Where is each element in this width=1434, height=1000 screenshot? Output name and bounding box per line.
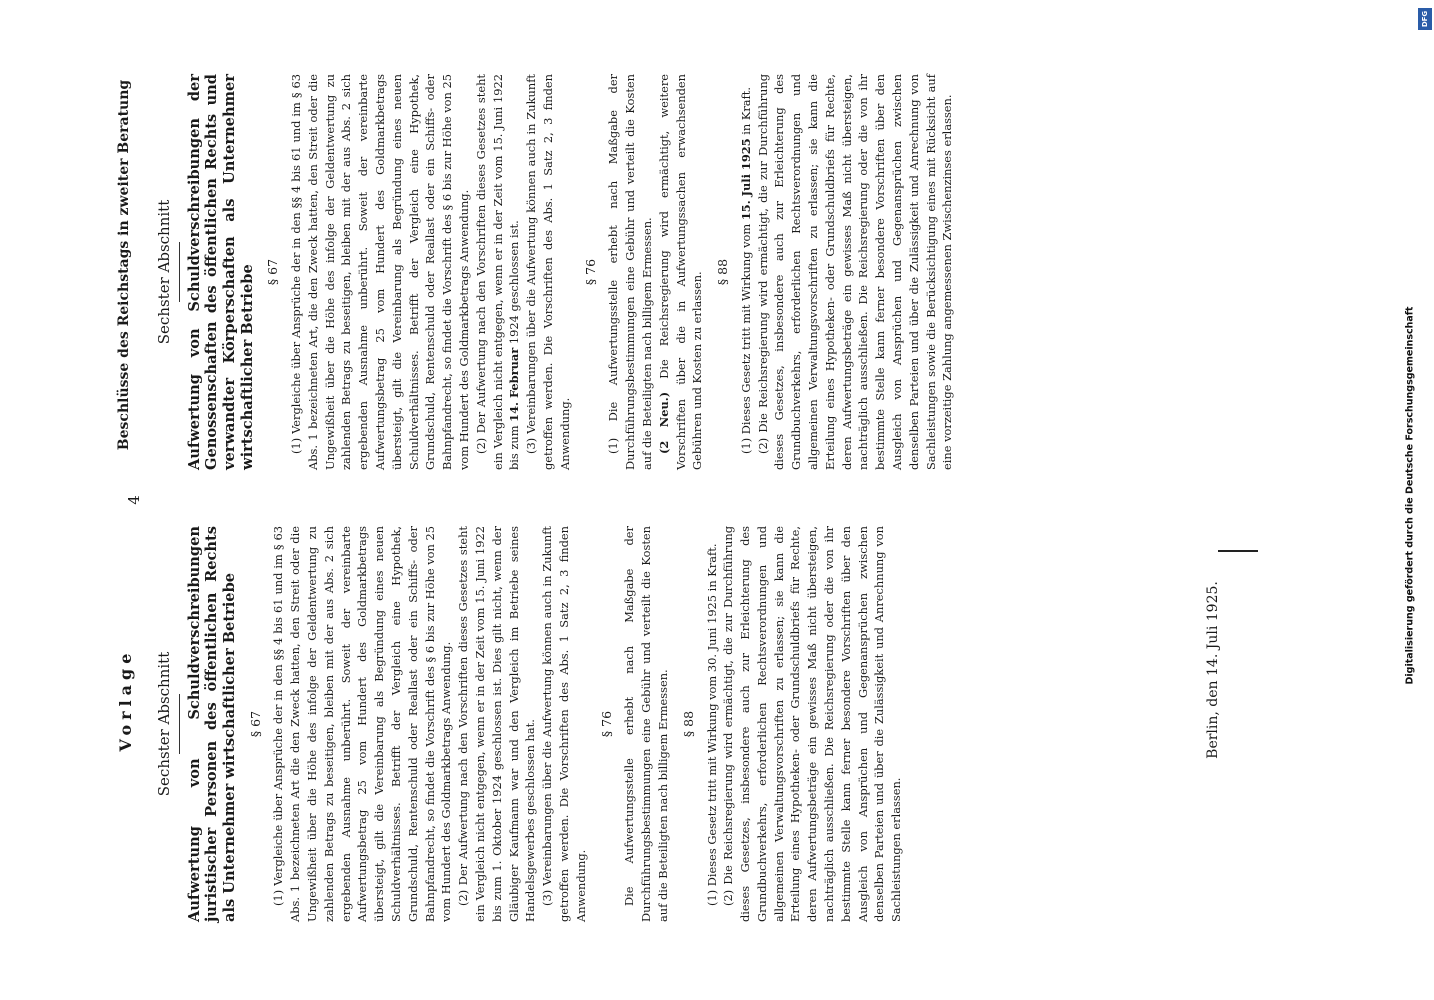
left-p67-3: (3) Vereinbarungen über die Aufwertung können auch in Zukunft getroffen werden. Die Vorschriften des Abs. 1 Satz 2, 3 finden Anwendung.: [540, 526, 588, 922]
right-p76-1: (1) Die Aufwertungsstelle erhebt nach Maßgabe der Durchführungsbestimmungen eine Gebühr und verteilt die Kosten auf die Beteiligten nach billigem Ermessen.: [606, 74, 654, 470]
right-p67-2-text-a: (2) Der Aufwertung nach den Vorschriften dieses Gesetzes steht ein Vergleich nicht entgegen, wenn er in der Zeit vom 15. Juni 1922 bis zum: [473, 74, 522, 470]
digitization-credit: [1400, 10, 1420, 990]
right-p76-2-new-marker: (2 Neu.): [656, 391, 671, 454]
right-p67-3: (3) Vereinbarungen über die Aufwertung können auch in Zukunft getroffen werden. Die Vorschriften des Abs. 1 Satz 2, 3 finden Anwendung.: [524, 74, 572, 470]
left-p88-1: (1) Dieses Gesetz tritt mit Wirkung vom 30. Juni 1925 in Kraft.: [704, 543, 719, 906]
right-p88-1-text-c: in Kraft.: [738, 86, 753, 135]
page-number: 4: [125, 495, 143, 505]
left-section-heading: Sechster Abschnitt: [155, 651, 173, 797]
right-paragraph-67-heading: § 67: [265, 258, 281, 286]
left-p67-2: (2) Der Aufwertung nach den Vorschriften dieses Gesetzes steht ein Vergleich nicht entgegen, wenn er in der Zeit vom 15. Juni 1922 bis zum 1. Oktober 1924 geschlossen ist. Dies gilt nicht, wenn der Gläubiger Kaufmann war und den Vergleich im Betriebe seines Handelsgewerbes geschlossen hat.: [456, 526, 538, 922]
section-divider: [179, 694, 180, 754]
footer-date: Berlin, den 14. Juli 1925.: [1205, 581, 1221, 759]
left-column-header: Vorlage: [116, 648, 135, 752]
right-section-title: Aufwertung von Schuldverschreibungen der Genossenschaften des öffentlichen Rechts und verwandter Körperschaften als Unternehmer wirtschaftlicher Betriebe: [185, 74, 256, 470]
right-p88-1-text-a: (1) Dieses Gesetz tritt mit Wirkung vom: [738, 223, 753, 454]
left-column: [148, 526, 905, 922]
left-paragraph-88-heading: § 88: [680, 710, 696, 738]
left-paragraph-67-heading: § 67: [247, 710, 263, 738]
left-p88-2: (2) Die Reichsregierung wird ermächtigt, die zur Durchführung dieses Gesetzes, insbesondere auch zur Erleichterung des Grundbuchverkehrs, erforderlichen Rechtsverordnungen und allgemeinen Verwaltungsvorschriften zu erlassen; sie kann die Erteilung eines Hypotheken- oder Grundschuldbriefs für Rechte, deren Aufwertungsbeträge ein gewisses Maß nicht übersteigen, nachträglich ausschließen. Die Reichsregierung oder die von ihr bestimmte Stelle kann ferner besondere Vorschriften über den Ausgleich von Ansprüchen und Gegenansprüchen zwischen denselben Parteien und über die Zulässigkeit und Anrechnung von Sachleistungen erlassen.: [721, 526, 904, 922]
right-p67-2-amended-date: 14. Februar: [507, 347, 522, 422]
left-paragraph-76-heading: § 76: [598, 710, 614, 738]
dfg-logo-text: DFG: [1421, 10, 1429, 28]
left-p67-1: (1) Vergleiche über Ansprüche der in den §§ 4 bis 61 und im § 63 Abs. 1 bezeichneten Art die den Zweck hatten, den Streit oder die Ungewißheit über die Höhe des infolge der Geldentwertung zu zahlenden Betrags zu beseitigen, bleiben mit der aus Abs. 2 sich ergebenden Ausnahme unberührt. Soweit der vereinbarte Aufwertungsbetrag 25 vom Hundert des Goldmarkbetrags übersteigt, gilt die Vereinbarung als Begründung eines neuen Schuldverhältnisses. Betrifft der Vergleich eine Hypothek, Grundschuld, Rentenschuld oder Reallast oder ein Schiffs- oder Bahnpfandrecht, so findet die Vorschrift des § 6 bis zur Höhe von 25 vom Hundert des Goldmarkbetrags Anwendung.: [271, 526, 454, 922]
rotated-document-page: [60, 50, 1280, 950]
right-p76-2-text: Die Reichsregierung wird ermächtigt, weitere Vorschriften über die in Aufwertungssachen erwachsenden Gebühren und Kosten zu erlassen.: [656, 73, 705, 470]
right-p88-2: (2) Die Reichsregierung wird ermächtigt, die zur Durchführung dieses Gesetzes, insbesondere auch zur Erleichterung des Grundbuchverkehrs, erforderlichen Rechtsverordnungen und allgemeinen Verwaltungsvorschriften zu erlassen; sie kann die Erteilung eines Hypotheken- oder Grundschuldbriefs für Rechte, deren Aufwertungsbeträge ein gewisses Maß nicht übersteigen, nachträglich ausschließen. Die Reichsregierung oder die von ihr bestimmte Stelle kann ferner besondere Vorschriften über den Ausgleich von Ansprüchen und Gegenansprüchen zwischen denselben Parteien und über die Zulässigkeit und Anrechnung von Sachleistungen sowie die Berücksichtigung eines mit Rücksicht auf eine vorzeitige Zahlung angemessenen Zwischenzinses erlassen.: [755, 74, 955, 470]
left-section-title: Aufwertung von Schuldverschreibungen juristischer Personen des öffentlichen Rechts als Unternehmer wirtschaftlicher Betriebe: [185, 526, 238, 922]
right-p76-2: [656, 74, 706, 470]
section-divider: [179, 242, 180, 302]
right-section-heading: Sechster Abschnitt: [155, 199, 173, 345]
right-column: [148, 74, 956, 470]
right-paragraph-88-heading: § 88: [715, 258, 731, 286]
right-column-header: Beschlüsse des Reichstags in zweiter Beratung: [116, 79, 132, 451]
digitization-credit-text: Digitalisierung gefördert durch die Deutsche Forschungsgemeinschaft: [1404, 306, 1416, 685]
right-p67-2: [473, 74, 523, 470]
right-p67-2-text-c: 1924 geschlossen ist.: [507, 220, 522, 345]
dfg-logo: [1418, 8, 1432, 30]
right-p88-1: [738, 74, 755, 470]
right-p67-1: (1) Vergleiche über Ansprüche der in den §§ 4 bis 61 und im § 63 Abs. 1 bezeichneten Art, die den Zweck hatten, den Streit oder die Ungewißheit über die Höhe des infolge der Geldentwertung zu zahlenden Betrags zu beseitigen, bleiben mit der aus Abs. 2 sich ergebenden Ausnahme unberührt. Soweit der vereinbarte Aufwertungsbetrag 25 vom Hundert des Goldmarkbetrags übersteigt, gilt die Vereinbarung als Begründung eines neuen Schuldverhältnisses. Betrifft der Vergleich eine Hypothek, Grundschuld, Rentenschuld oder Reallast oder ein Schiffs- oder Bahnpfandrecht, so findet die Vorschrift des § 6 bis zur Höhe von 25 vom Hundert des Goldmarkbetrags Anwendung.: [288, 74, 471, 470]
left-p76: Die Aufwertungsstelle erhebt nach Maßgabe der Durchführungsbestimmungen eine Gebühr und verteilt die Kosten auf die Beteiligten nach billigem Ermessen.: [622, 526, 670, 922]
footer-divider-line: [1218, 550, 1258, 552]
right-paragraph-76-heading: § 76: [582, 258, 598, 286]
right-p88-1-amended-date: 15. Juli 1925: [738, 138, 753, 221]
